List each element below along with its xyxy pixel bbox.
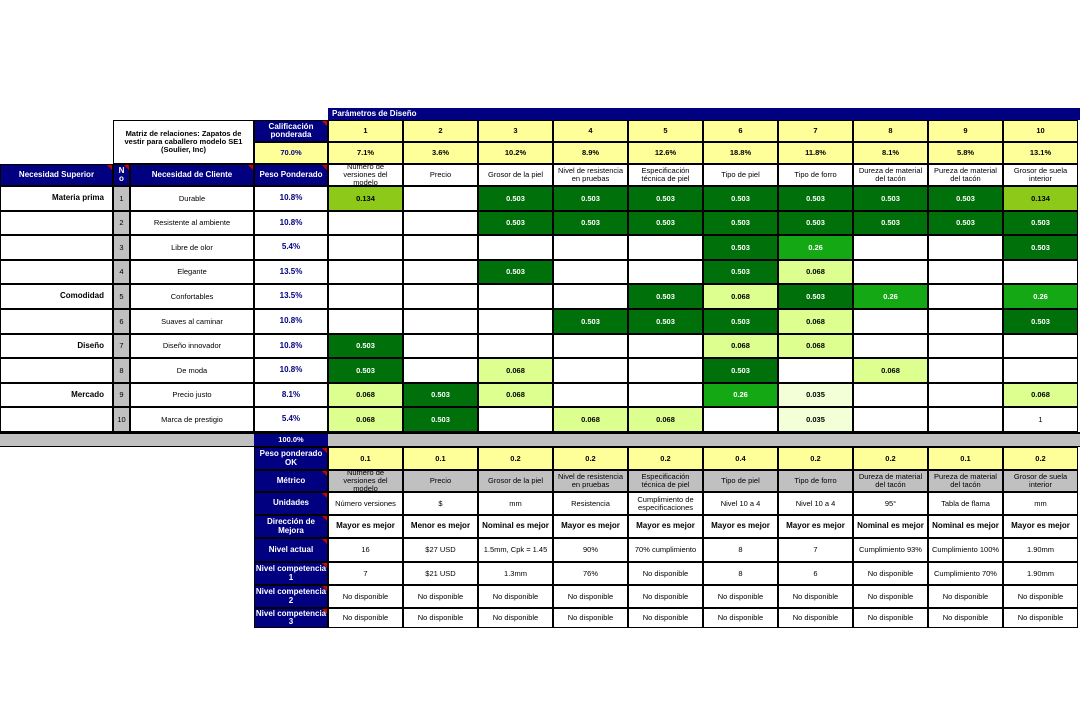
bottom-cell-comp2: No disponible: [928, 585, 1003, 608]
bottom-cell-comp2: No disponible: [628, 585, 703, 608]
need-weight: 10.8%: [254, 309, 328, 334]
bottom-cell-comp3: No disponible: [478, 608, 553, 628]
need-weight: 10.8%: [254, 358, 328, 383]
need-weight: 13.5%: [254, 284, 328, 309]
calif-value: 70.0%: [254, 142, 328, 164]
bottom-cell-metrico: Tipo de forro: [778, 470, 853, 492]
relation-cell: [553, 260, 628, 284]
bottom-cell-unidades: Nivel 10 a 4: [778, 492, 853, 515]
need-superior: [0, 211, 113, 235]
bottom-cell-metrico: Dureza de material del tacón: [853, 470, 928, 492]
param-name: Grosor de la piel: [478, 164, 553, 186]
bottom-cell-comp3: No disponible: [403, 608, 478, 628]
param-number: 7: [778, 120, 853, 142]
bottom-label-comp3: Nivel competencia 3: [255, 608, 327, 626]
bottom-label-metrico: Métrico: [254, 470, 328, 492]
relation-cell: 0.503: [553, 211, 628, 235]
relation-cell: [1003, 334, 1078, 358]
bottom-cell-comp1: No disponible: [853, 562, 928, 585]
bottom-cell-comp3: No disponible: [328, 608, 403, 628]
matrix-title: Matriz de relaciones: Zapatos de vestir para caballero modelo SE1 (Soulier, Inc): [113, 120, 254, 164]
bottom-cell-comp2: No disponible: [403, 585, 478, 608]
relation-cell: [853, 260, 928, 284]
relation-cell: 0.068: [478, 383, 553, 407]
bottom-cell-comp2: No disponible: [853, 585, 928, 608]
param-percent: 13.1%: [1003, 142, 1078, 164]
bottom-cell-actual: 7: [778, 538, 853, 562]
need-number: 1: [113, 186, 130, 211]
relation-cell: 0.503: [853, 211, 928, 235]
relation-cell: 0.503: [553, 186, 628, 211]
need-number: 4: [113, 260, 130, 284]
bottom-cell-peso_ok: 0.1: [928, 447, 1003, 470]
bottom-cell-comp1: 8: [703, 562, 778, 585]
relation-cell: [628, 334, 703, 358]
need-weight: 10.8%: [254, 211, 328, 235]
relation-cell: [628, 260, 703, 284]
bottom-cell-peso_ok: 0.2: [853, 447, 928, 470]
param-name: Nivel de resistencia en pruebas: [553, 164, 628, 186]
relation-cell: 0.503: [1003, 309, 1078, 334]
relation-cell: 0.503: [778, 284, 853, 309]
bottom-cell-actual: 8: [703, 538, 778, 562]
relation-cell: 0.068: [328, 383, 403, 407]
bottom-cell-actual: Cumplimiento 100%: [928, 538, 1003, 562]
relation-cell: 0.068: [328, 407, 403, 432]
relation-cell: 0.503: [703, 309, 778, 334]
bottom-cell-unidades: Número versiones: [328, 492, 403, 515]
bottom-label-comp1: Nivel competencia 1: [254, 562, 328, 585]
relation-cell: 0.068: [1003, 383, 1078, 407]
bottom-cell-comp3: No disponible: [553, 608, 628, 628]
param-name: Pureza de material del tacón: [928, 164, 1003, 186]
param-number: 4: [553, 120, 628, 142]
relation-cell: [478, 334, 553, 358]
relation-cell: [403, 211, 478, 235]
relation-cell: 0.503: [478, 211, 553, 235]
relation-cell: 0.26: [703, 383, 778, 407]
need-number: 8: [113, 358, 130, 383]
relation-cell: 0.068: [628, 407, 703, 432]
need-client: Suaves al caminar: [130, 309, 254, 334]
bottom-cell-unidades: mm: [1003, 492, 1078, 515]
bottom-cell-metrico: Pureza de material del tacón: [928, 470, 1003, 492]
relation-cell: 0.503: [328, 334, 403, 358]
need-superior: [0, 260, 113, 284]
need-client: Elegante: [130, 260, 254, 284]
need-weight: 13.5%: [254, 260, 328, 284]
bottom-cell-direccion: Mayor es mejor: [703, 515, 778, 538]
relation-cell: 0.068: [778, 309, 853, 334]
relation-cell: 1: [1003, 407, 1078, 432]
relation-cell: [328, 260, 403, 284]
calif-label: Calificación ponderada: [254, 120, 328, 142]
relation-cell: 0.035: [778, 383, 853, 407]
need-superior: [0, 235, 113, 260]
relation-cell: [1003, 260, 1078, 284]
relation-cell: [553, 284, 628, 309]
need-number: 3: [113, 235, 130, 260]
relation-cell: [1003, 358, 1078, 383]
need-number: 9: [113, 383, 130, 407]
param-number: 1: [328, 120, 403, 142]
bottom-cell-unidades: 95°: [853, 492, 928, 515]
bottom-cell-direccion: Menor es mejor: [403, 515, 478, 538]
bottom-cell-unidades: Resistencia: [553, 492, 628, 515]
bottom-cell-comp1: No disponible: [628, 562, 703, 585]
relation-cell: [778, 358, 853, 383]
bottom-cell-comp1: 6: [778, 562, 853, 585]
param-number: 6: [703, 120, 778, 142]
need-number: 7: [113, 334, 130, 358]
bottom-cell-metrico: Nivel de resistencia en pruebas: [553, 470, 628, 492]
need-client: Libre de olor: [130, 235, 254, 260]
need-client: Confortables: [130, 284, 254, 309]
total-peso: 100.0%: [254, 434, 328, 446]
param-percent: 8.1%: [853, 142, 928, 164]
bottom-cell-metrico: Grosor de la piel: [478, 470, 553, 492]
total-band-right: [328, 434, 1080, 446]
relation-cell: 0.26: [1003, 284, 1078, 309]
relation-cell: [403, 334, 478, 358]
relation-cell: 0.035: [778, 407, 853, 432]
bottom-cell-comp1: 76%: [553, 562, 628, 585]
bottom-cell-peso_ok: 0.1: [328, 447, 403, 470]
relation-cell: [853, 407, 928, 432]
bottom-cell-unidades: Cumplimiento de especificaciones: [628, 492, 703, 515]
relation-cell: 0.068: [778, 334, 853, 358]
bottom-cell-comp3: No disponible: [928, 608, 1003, 628]
need-superior: [0, 358, 113, 383]
need-weight: 10.8%: [254, 186, 328, 211]
need-number: 10: [113, 407, 130, 432]
relation-cell: 0.503: [403, 383, 478, 407]
bottom-cell-unidades: Nivel 10 a 4: [703, 492, 778, 515]
bottom-cell-actual: Cumplimiento 93%: [853, 538, 928, 562]
param-name: Tipo de piel: [703, 164, 778, 186]
bottom-cell-comp1: 7: [328, 562, 403, 585]
bottom-cell-direccion: Mayor es mejor: [778, 515, 853, 538]
need-superior: Materia prima: [0, 186, 113, 211]
relation-cell: 0.503: [628, 309, 703, 334]
relation-cell: [853, 383, 928, 407]
relation-cell: 0.068: [553, 407, 628, 432]
param-name: Número de versiones del modelo: [328, 164, 403, 186]
bottom-cell-metrico: Grosor de suela interior: [1003, 470, 1078, 492]
relation-cell: 0.26: [853, 284, 928, 309]
bottom-cell-direccion: Nominal es mejor: [928, 515, 1003, 538]
bottom-cell-peso_ok: 0.4: [703, 447, 778, 470]
param-name: Dureza de material del tacón: [853, 164, 928, 186]
param-percent: 3.6%: [403, 142, 478, 164]
bottom-cell-peso_ok: 0.2: [628, 447, 703, 470]
bottom-cell-unidades: $: [403, 492, 478, 515]
relation-cell: [403, 358, 478, 383]
relation-cell: 0.134: [1003, 186, 1078, 211]
need-superior: Mercado: [0, 383, 113, 407]
bottom-cell-comp2: No disponible: [553, 585, 628, 608]
param-percent: 12.6%: [628, 142, 703, 164]
relation-cell: [478, 235, 553, 260]
divider-line: [0, 432, 1080, 434]
relation-cell: 0.503: [478, 186, 553, 211]
need-client: Resistente al ambiente: [130, 211, 254, 235]
bottom-cell-peso_ok: 0.2: [478, 447, 553, 470]
relation-cell: 0.26: [778, 235, 853, 260]
bottom-cell-comp1: $21 USD: [403, 562, 478, 585]
need-weight: 5.4%: [254, 235, 328, 260]
param-percent: 7.1%: [328, 142, 403, 164]
relation-cell: [928, 407, 1003, 432]
relation-cell: [553, 358, 628, 383]
bottom-cell-comp3: No disponible: [853, 608, 928, 628]
relation-cell: 0.068: [703, 334, 778, 358]
relation-cell: 0.503: [628, 284, 703, 309]
bottom-cell-comp3: No disponible: [628, 608, 703, 628]
relation-cell: [403, 309, 478, 334]
param-number: 2: [403, 120, 478, 142]
relation-cell: 0.503: [478, 260, 553, 284]
need-number: 6: [113, 309, 130, 334]
relation-cell: [403, 235, 478, 260]
bottom-cell-unidades: Tabla de flama: [928, 492, 1003, 515]
relation-cell: [703, 407, 778, 432]
bottom-label-unidades: Unidades: [254, 492, 328, 515]
relation-cell: [403, 186, 478, 211]
relation-cell: [928, 334, 1003, 358]
relation-cell: [853, 309, 928, 334]
bottom-cell-metrico: Precio: [403, 470, 478, 492]
header-peso: Peso Ponderado: [254, 164, 328, 186]
relation-cell: [553, 235, 628, 260]
need-client: De moda: [130, 358, 254, 383]
bottom-cell-metrico: Tipo de piel: [703, 470, 778, 492]
bottom-label-actual: Nivel actual: [254, 538, 328, 562]
bottom-label-direccion: Dirección de Mejora: [254, 515, 328, 538]
total-band: [0, 434, 254, 446]
bottom-cell-comp2: No disponible: [703, 585, 778, 608]
relation-cell: [553, 334, 628, 358]
bottom-cell-direccion: Nominal es mejor: [853, 515, 928, 538]
relation-cell: [853, 334, 928, 358]
param-number: 10: [1003, 120, 1078, 142]
bottom-cell-metrico: Número de versiones del modelo: [328, 470, 403, 492]
relation-cell: [928, 309, 1003, 334]
relation-cell: [328, 309, 403, 334]
param-name: Tipo de forro: [778, 164, 853, 186]
bottom-cell-actual: 1.5mm, Cpk = 1.45: [478, 538, 553, 562]
relation-cell: 0.503: [703, 260, 778, 284]
bottom-cell-comp2: No disponible: [328, 585, 403, 608]
relation-cell: 0.068: [778, 260, 853, 284]
need-superior: [0, 309, 113, 334]
relation-cell: 0.503: [778, 211, 853, 235]
bottom-cell-actual: 16: [328, 538, 403, 562]
bottom-cell-actual: $27 USD: [403, 538, 478, 562]
bottom-cell-comp1: 1.3mm: [478, 562, 553, 585]
header-sup: Necesidad Superior: [0, 164, 113, 186]
header-no: No: [113, 164, 130, 186]
bottom-cell-comp2: No disponible: [478, 585, 553, 608]
param-percent: 11.8%: [778, 142, 853, 164]
relation-cell: [628, 235, 703, 260]
relation-cell: 0.503: [928, 186, 1003, 211]
bottom-cell-actual: 90%: [553, 538, 628, 562]
relation-cell: [403, 284, 478, 309]
relation-cell: [628, 383, 703, 407]
header-cli: Necesidad de Cliente: [130, 164, 254, 186]
relation-cell: 0.503: [328, 358, 403, 383]
relation-cell: [328, 284, 403, 309]
need-superior: Comodidad: [0, 284, 113, 309]
bottom-cell-direccion: Mayor es mejor: [328, 515, 403, 538]
bottom-cell-comp1: 1.90mm: [1003, 562, 1078, 585]
relation-cell: 0.503: [553, 309, 628, 334]
bottom-cell-direccion: Mayor es mejor: [628, 515, 703, 538]
relation-cell: [853, 235, 928, 260]
bottom-cell-peso_ok: 0.2: [1003, 447, 1078, 470]
need-client: Durable: [130, 186, 254, 211]
bottom-cell-direccion: Nominal es mejor: [478, 515, 553, 538]
need-weight: 5.4%: [254, 407, 328, 432]
relation-cell: [403, 260, 478, 284]
bottom-cell-direccion: Mayor es mejor: [1003, 515, 1078, 538]
relation-cell: [928, 284, 1003, 309]
relation-cell: 0.068: [853, 358, 928, 383]
need-weight: 8.1%: [254, 383, 328, 407]
relation-cell: 0.503: [628, 186, 703, 211]
relation-cell: 0.503: [853, 186, 928, 211]
relation-cell: 0.503: [403, 407, 478, 432]
bottom-cell-metrico: Especificación técnica de piel: [628, 470, 703, 492]
relation-cell: 0.134: [328, 186, 403, 211]
param-percent: 18.8%: [703, 142, 778, 164]
relation-cell: [478, 407, 553, 432]
need-client: Marca de prestigio: [130, 407, 254, 432]
relation-cell: 0.503: [928, 211, 1003, 235]
relation-cell: [478, 309, 553, 334]
need-number: 2: [113, 211, 130, 235]
relation-cell: [928, 260, 1003, 284]
relation-cell: 0.503: [703, 211, 778, 235]
param-name: Precio: [403, 164, 478, 186]
relation-cell: [328, 211, 403, 235]
relation-cell: [928, 383, 1003, 407]
param-number: 9: [928, 120, 1003, 142]
bottom-cell-peso_ok: 0.2: [778, 447, 853, 470]
bottom-cell-comp2: No disponible: [778, 585, 853, 608]
need-client: Diseño innovador: [130, 334, 254, 358]
relation-cell: 0.503: [1003, 235, 1078, 260]
need-number: 5: [113, 284, 130, 309]
bottom-cell-unidades: mm: [478, 492, 553, 515]
bottom-cell-actual: 70% cumplimiento: [628, 538, 703, 562]
bottom-cell-comp3: No disponible: [703, 608, 778, 628]
bottom-cell-comp1: Cumplimiento 70%: [928, 562, 1003, 585]
param-number: 5: [628, 120, 703, 142]
param-percent: 8.9%: [553, 142, 628, 164]
relation-cell: 0.068: [703, 284, 778, 309]
need-superior: [0, 407, 113, 432]
param-percent: 10.2%: [478, 142, 553, 164]
params-title: Parámetros de Diseño: [328, 108, 1080, 120]
relation-cell: [478, 284, 553, 309]
relation-cell: [928, 358, 1003, 383]
need-weight: 10.8%: [254, 334, 328, 358]
bottom-cell-peso_ok: 0.2: [553, 447, 628, 470]
relation-cell: [328, 235, 403, 260]
bottom-cell-comp2: No disponible: [1003, 585, 1078, 608]
relation-cell: [553, 383, 628, 407]
param-percent: 5.8%: [928, 142, 1003, 164]
relation-cell: 0.503: [703, 358, 778, 383]
param-name: Grosor de suela interior: [1003, 164, 1078, 186]
relation-cell: 0.503: [778, 186, 853, 211]
param-number: 3: [478, 120, 553, 142]
relation-cell: 0.503: [628, 211, 703, 235]
relation-cell: 0.068: [478, 358, 553, 383]
relation-cell: 0.503: [703, 235, 778, 260]
param-number: 8: [853, 120, 928, 142]
param-name: Especificación técnica de piel: [628, 164, 703, 186]
relation-cell: 0.503: [1003, 211, 1078, 235]
bottom-cell-comp3: No disponible: [778, 608, 853, 628]
need-client: Precio justo: [130, 383, 254, 407]
bottom-label-peso_ok: Peso ponderado OK: [254, 447, 328, 470]
need-superior: Diseño: [0, 334, 113, 358]
bottom-cell-actual: 1.90mm: [1003, 538, 1078, 562]
bottom-cell-comp3: No disponible: [1003, 608, 1078, 628]
bottom-label-comp2: Nivel competencia 2: [254, 585, 328, 608]
relation-cell: [928, 235, 1003, 260]
relation-cell: [628, 358, 703, 383]
bottom-cell-peso_ok: 0.1: [403, 447, 478, 470]
relation-cell: 0.503: [703, 186, 778, 211]
bottom-cell-direccion: Mayor es mejor: [553, 515, 628, 538]
